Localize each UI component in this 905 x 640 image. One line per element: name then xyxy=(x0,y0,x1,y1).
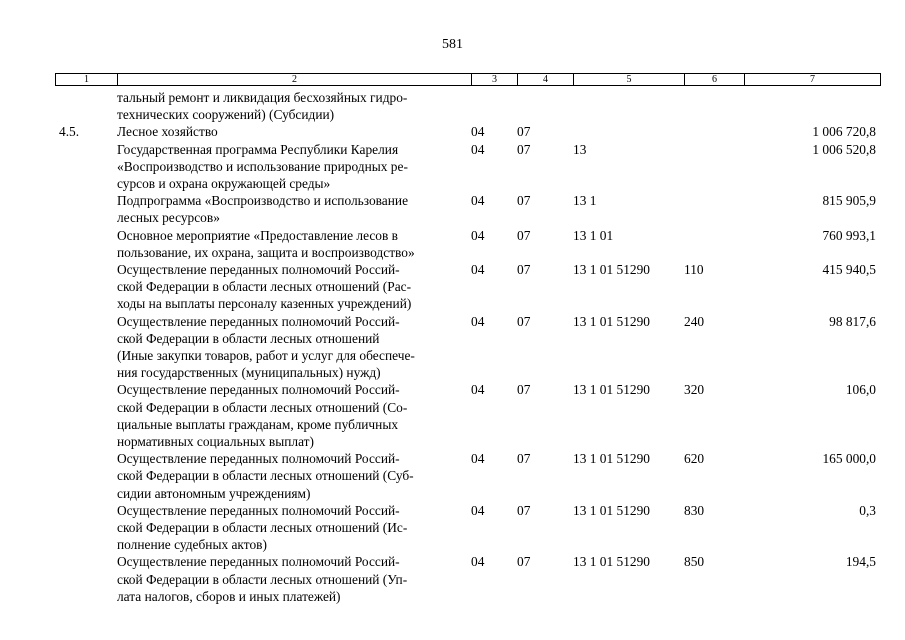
row-target-code: 13 1 01 xyxy=(573,227,614,243)
row-number xyxy=(55,89,117,123)
row-subsection: 07 xyxy=(517,262,531,278)
row-amount: 760 993,1 xyxy=(822,227,876,243)
table-body xyxy=(55,89,879,605)
row-expense-type xyxy=(684,89,744,123)
row-amount: 98 817,6 xyxy=(829,313,876,329)
table-row xyxy=(55,192,879,226)
row-section: 04 xyxy=(471,313,485,329)
row-section xyxy=(471,89,517,123)
page-number: 581 xyxy=(442,37,463,52)
row-section: 04 xyxy=(471,502,485,518)
column-header-row xyxy=(55,73,881,86)
row-name: Осуществление переданных полномочий Россий- ской Федерации в области лесных отношений (Ис- полнение судебных актов) xyxy=(117,502,408,553)
column-header-3: 3 xyxy=(472,74,518,85)
row-name: Государственная программа Республики Карелия «Воспроизводство и использование природных ре- сурсов и охрана окружающей среды» xyxy=(117,141,408,192)
table-row xyxy=(55,141,879,193)
row-subsection: 07 xyxy=(517,313,531,329)
row-target-code: 13 1 01 51290 xyxy=(573,262,650,278)
row-expense-type: 830 xyxy=(684,502,705,518)
row-subsection: 07 xyxy=(517,382,531,398)
column-header-5: 5 xyxy=(574,74,685,85)
row-number xyxy=(55,502,117,554)
row-amount: 106,0 xyxy=(845,382,876,398)
row-target-code: 13 1 01 51290 xyxy=(573,554,650,570)
row-number xyxy=(55,141,117,193)
row-expense-type xyxy=(684,141,744,193)
row-target-code xyxy=(573,89,684,123)
row-amount: 194,5 xyxy=(845,554,876,570)
row-target-code: 13 1 01 51290 xyxy=(573,451,650,467)
row-expense-type xyxy=(684,123,744,140)
row-section: 04 xyxy=(471,451,485,467)
row-target-code: 13 1 xyxy=(573,193,597,209)
row-amount: 415 940,5 xyxy=(822,262,876,278)
row-name: тальный ремонт и ликвидация бесхозяйных гидро- технических сооружений) (Субсидии) xyxy=(117,90,408,123)
row-subsection: 07 xyxy=(517,502,531,518)
table-row xyxy=(55,123,879,140)
row-number xyxy=(55,192,117,226)
table-row xyxy=(55,227,879,261)
row-name: Осуществление переданных полномочий Россий- ской Федерации в области лесных отношений (Иные закупки товаров, работ и услуг для обеспече- ния государственных (муниципальных) нужд) xyxy=(117,313,415,381)
row-expense-type: 110 xyxy=(684,262,704,278)
row-number xyxy=(55,227,117,261)
row-name: Основное мероприятие «Предоставление лесов в пользование, их охрана, защита и воспроизводство» xyxy=(117,227,415,260)
row-expense-type: 850 xyxy=(684,554,705,570)
row-subsection: 07 xyxy=(517,227,531,243)
column-header-1: 1 xyxy=(56,74,118,85)
row-target-code xyxy=(573,123,684,140)
row-target-code: 13 xyxy=(573,141,587,157)
row-section: 04 xyxy=(471,382,485,398)
row-section: 04 xyxy=(471,262,485,278)
row-subsection: 07 xyxy=(517,124,531,140)
row-target-code: 13 1 01 51290 xyxy=(573,502,650,518)
row-expense-type: 620 xyxy=(684,451,705,467)
table-row xyxy=(55,502,879,554)
table-row xyxy=(55,450,879,502)
table-row xyxy=(55,381,879,450)
row-expense-type xyxy=(684,192,744,226)
row-amount: 1 006 520,8 xyxy=(812,141,876,157)
row-subsection: 07 xyxy=(517,141,531,157)
row-number: 4.5. xyxy=(59,124,80,140)
row-expense-type: 240 xyxy=(684,313,705,329)
row-name: Подпрограмма «Воспроизводство и использование лесных ресурсов» xyxy=(117,193,409,226)
row-number xyxy=(55,553,117,605)
table-row xyxy=(55,89,879,123)
column-header-4: 4 xyxy=(518,74,574,85)
row-amount: 0,3 xyxy=(859,502,876,518)
row-section: 04 xyxy=(471,227,485,243)
row-subsection: 07 xyxy=(517,193,531,209)
row-number xyxy=(55,381,117,450)
row-amount: 165 000,0 xyxy=(822,451,876,467)
row-section: 04 xyxy=(471,141,485,157)
table-row xyxy=(55,313,879,382)
row-target-code: 13 1 01 51290 xyxy=(573,382,650,398)
row-name: Лесное хозяйство xyxy=(117,124,218,140)
row-section: 04 xyxy=(471,554,485,570)
row-name: Осуществление переданных полномочий Россий- ской Федерации в области лесных отношений (Суб- сидии автономным учреждениям) xyxy=(117,451,414,501)
row-number xyxy=(55,313,117,382)
row-expense-type: 320 xyxy=(684,382,705,398)
row-section: 04 xyxy=(471,124,485,140)
row-number xyxy=(55,261,117,313)
column-header-2: 2 xyxy=(118,74,472,85)
row-name: Осуществление переданных полномочий Россий- ской Федерации в области лесных отношений (Со- циальные выплаты гражданам, кроме публичных нормативных социальных выплат) xyxy=(117,382,408,450)
row-name: Осуществление переданных полномочий Россий- ской Федерации в области лесных отношений (Рас- ходы на выплаты персоналу казенных учреждений) xyxy=(117,262,412,312)
row-name: Осуществление переданных полномочий Россий- ской Федерации в области лесных отношений (Уп- лата налогов, сборов и иных платежей) xyxy=(117,554,408,604)
row-amount: 815 905,9 xyxy=(822,193,876,209)
table-row xyxy=(55,261,879,313)
row-subsection: 07 xyxy=(517,451,531,467)
row-number xyxy=(55,450,117,502)
column-header-7: 7 xyxy=(810,74,815,85)
row-section: 04 xyxy=(471,193,485,209)
row-amount xyxy=(744,89,879,123)
table-row xyxy=(55,553,879,605)
column-header-6: 6 xyxy=(685,74,745,85)
row-subsection: 07 xyxy=(517,554,531,570)
row-amount: 1 006 720,8 xyxy=(812,124,876,140)
row-subsection xyxy=(517,89,573,123)
row-target-code: 13 1 01 51290 xyxy=(573,313,650,329)
row-expense-type xyxy=(684,227,744,261)
